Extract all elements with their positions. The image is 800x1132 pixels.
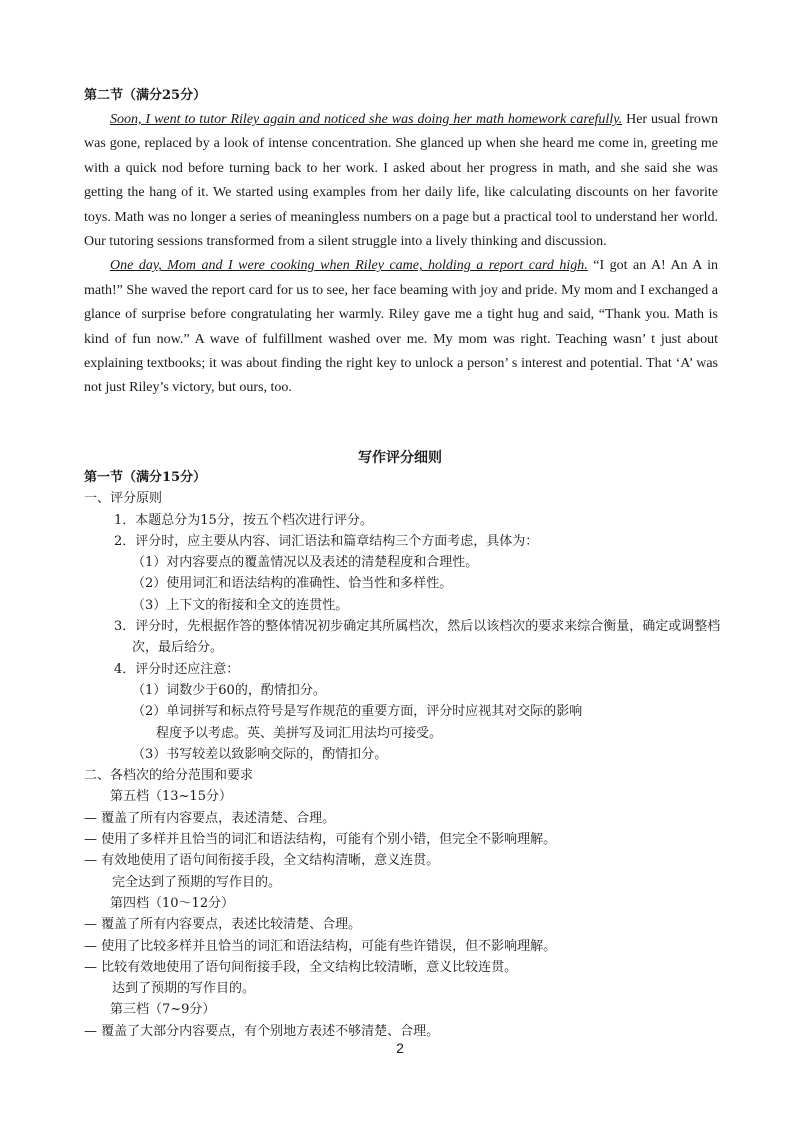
rule-1: 1．本题总分为15分，按五个档次进行评分。 [114, 512, 373, 528]
rule-4-item-2-continued: 程度予以考虑。英、美拼写及词汇用法均可接受。 [156, 725, 443, 741]
grade-5-point-1: — 覆盖了所有内容要点，表述清楚、合理。 [84, 810, 336, 826]
rule-2-item-1: （1）对内容要点的覆盖情况以及表述的清楚程度和合理性。 [132, 555, 479, 571]
rubric-body [84, 467, 734, 1042]
rule-2-item-3: （3）上下文的衔接和全文的连贯性。 [132, 597, 349, 613]
grade-5-heading: 第五档（13~15分） [110, 789, 232, 805]
rule-2-item-2: （2）使用词汇和语法结构的准确性、恰当性和多样性。 [132, 576, 453, 592]
rule-4-item-3: （3）书写较差以致影响交际的，酌情扣分。 [132, 746, 388, 762]
rule-3 [84, 616, 734, 659]
grade-3-heading: 第三档（7~9分） [110, 1002, 216, 1018]
paragraph-1-lead-sentence: Soon, I went to tutor Riley again and noticed she was doing her math homework carefully. [110, 112, 623, 127]
grade-5-point-3: — 有效地使用了语句间衔接手段，全文结构清晰，意义连贯。 [84, 853, 440, 869]
story-continuation [84, 108, 718, 401]
part-two-heading: 二、各档次的给分范围和要求 [84, 768, 254, 784]
paragraph-2-lead-sentence: One day, Mom and I were cooking when Riley came, holding a report card high. [110, 258, 588, 274]
page-number: 2 [396, 1040, 404, 1056]
grade-4-point-3: — 比较有效地使用了语句间衔接手段，全文结构比较清晰，意义比较连贯。 [84, 959, 518, 975]
paragraph-1-body: Her usual frown was gone, replaced by a look of intense concentration. She glanced up when she heard me come in, greeting me with a quick nod before turning back to her work. I asked about her progress in math, and she said she was getting the hang of it. We started using examples from her daily life, like calculating discounts on her favorite toys. Math was no longer a series of meaningless numbers on a page but a practical tool to understand her world. Our tutoring sessions transformed from a silent struggle into a lively thinking and discussion. [84, 112, 718, 250]
grade-5-point-3-continued: 完全达到了预期的写作目的。 [112, 874, 282, 890]
section-two-heading: 第二节（满分25分） [84, 88, 207, 103]
grade-4-point-1: — 覆盖了所有内容要点，表述比较清楚、合理。 [84, 917, 362, 933]
grade-3-point-1: — 覆盖了大部分内容要点，有个别地方表述不够清楚、合理。 [84, 1023, 440, 1039]
rule-2: 2．评分时，应主要从内容、词汇语法和篇章结构三个方面考虑，具体为： [114, 533, 539, 549]
grade-4-heading: 第四档（10～12分） [110, 895, 235, 911]
rule-4-item-1: （1）词数少于60的，酌情扣分。 [132, 682, 326, 698]
rule-4: 4．评分时还应注意： [114, 661, 240, 677]
rubric-title: 写作评分细则 [358, 450, 442, 466]
section-one-heading: 第一节（满分15分） [84, 470, 207, 485]
grade-4-point-2: — 使用了比较多样并且恰当的词汇和语法结构，可能有些许错误，但不影响理解。 [84, 938, 557, 954]
grade-4-point-3-continued: 达到了预期的写作目的。 [112, 981, 256, 997]
rule-3-text: 3．评分时，先根据作答的整体情况初步确定其所属档次，然后以该档次的要求来综合衡量，确定或调整档次，最后给分。 [114, 619, 721, 656]
rule-4-item-2: （2）单词拼写和标点符号是写作规范的重要方面，评分时应视其对交际的影响 [132, 704, 583, 720]
story-paragraph-2 [84, 254, 718, 400]
grade-5-point-2: — 使用了多样并且恰当的词汇和语法结构，可能有个别小错，但完全不影响理解。 [84, 832, 557, 848]
paragraph-2-body: “I got an A! An A in math!” She waved the report card for us to see, her face beaming with joy and pride. My mom and I exchanged a glance of surprise before congratulating her warmly. Riley gave me a tight hug and said, “Thank you. Math is kind of fun now.” A wave of fulfillment washed over me. My mom was right. Teaching wasn’ t just about explaining textbooks; it was about finding the right key to unlock a person’ s interest and potential. That ‘A’ was not just Riley’s victory, but ours, too. [84, 258, 718, 396]
story-paragraph-1 [84, 108, 718, 254]
part-one-heading: 一、评分原则 [84, 491, 163, 507]
